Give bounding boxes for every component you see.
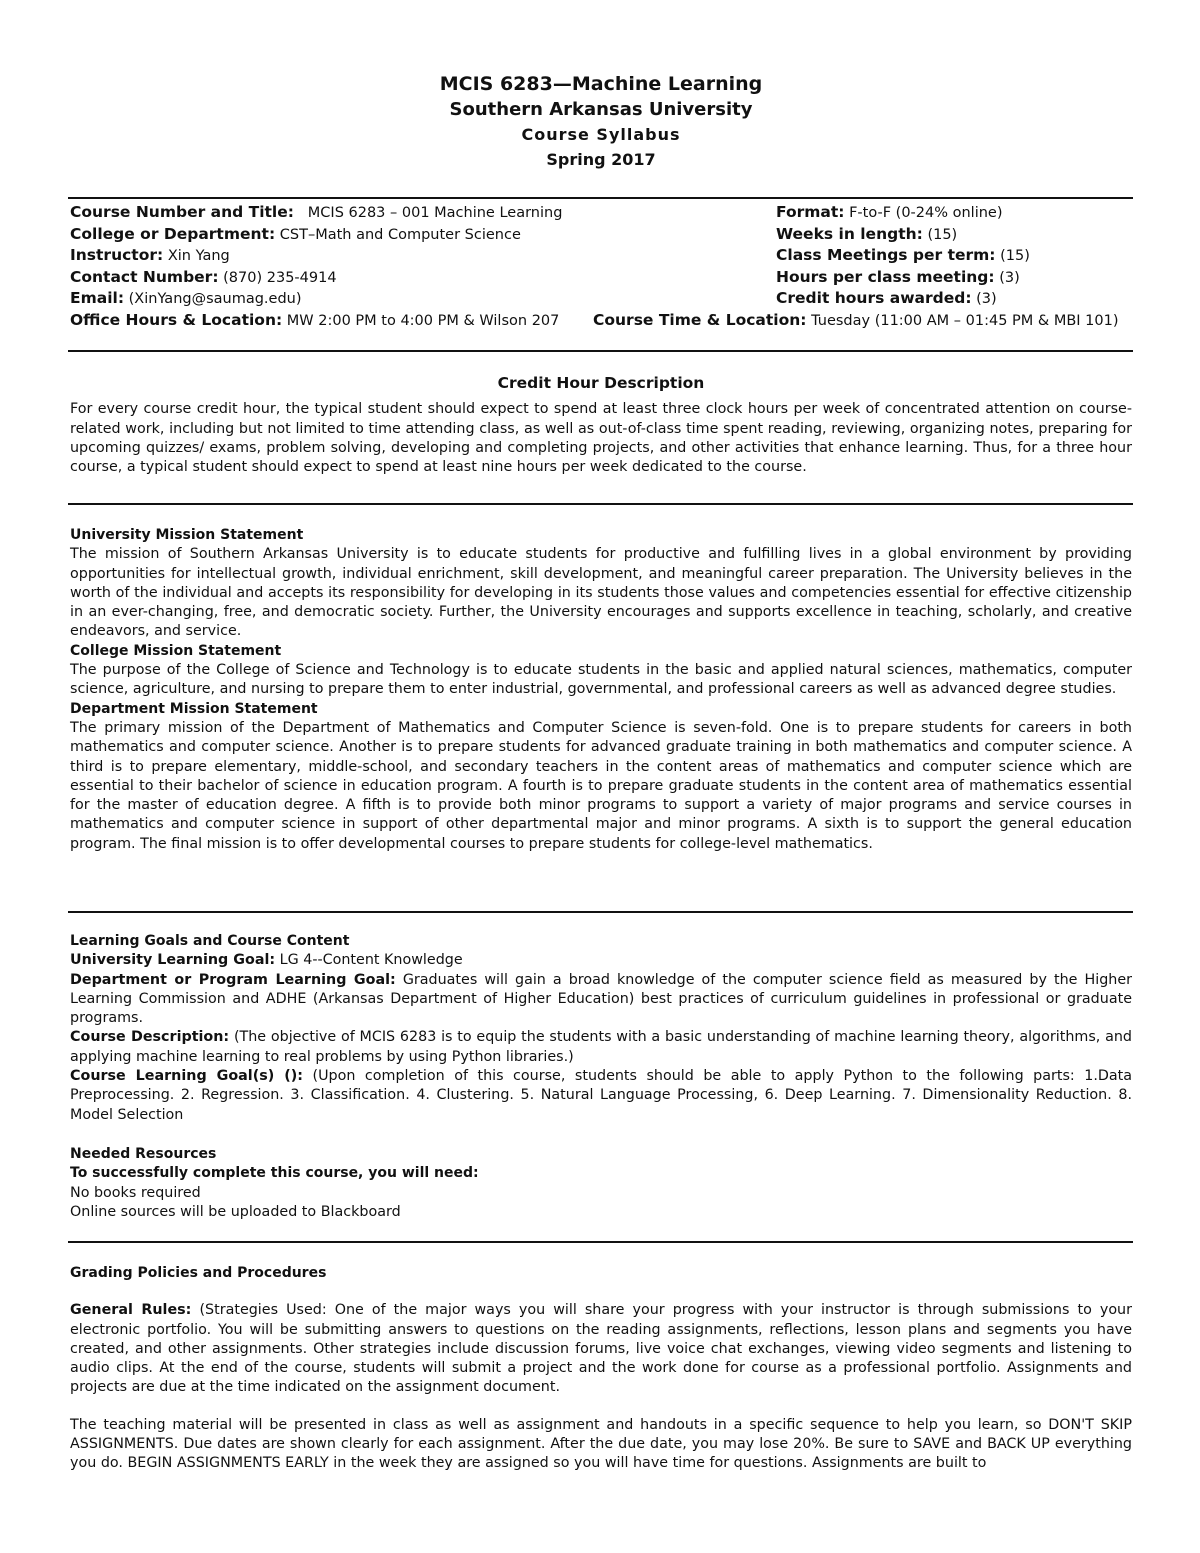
divider [68,503,1133,505]
course-description-value: (The objective of MCIS 6283 is to equip the students with a basic understanding of machine learning theory, algorithms, and applying machine learning to real problems by using Python libraries.) [70,1029,1132,1065]
course-goals-label: Course Learning Goal(s) (): [70,1068,304,1085]
college-label: College or Department: [70,224,276,243]
weeks-label: Weeks in length: [776,224,923,243]
dept-goal-label: Department or Program Learning Goal: [70,971,396,988]
credit-hour-heading: Credit Hour Description [497,374,705,392]
credit-label: Credit hours awarded: [776,289,972,308]
mission-section [70,526,1132,854]
learning-goals-section [70,932,1132,1125]
university-mission-heading: University Mission Statement [70,527,304,543]
weeks-value: (15) [927,226,958,243]
format-value: F-to-F (0-24% online) [849,205,1003,221]
contact-label: Contact Number: [70,267,219,286]
contact-value: (870) 235-4914 [223,269,337,286]
university-mission-text: The mission of Southern Arkansas University is to educate students for productive and fulfilling lives in a global environment by providing opportunities for intellectual growth, individual enrichment, skill development, and meaningful career preparation. The University believes in the worth of the individual and accepts its responsibility for developing in its students those values and competencies essential for effective citizenship in an ever-changing, free, and democratic society. Further, the University encourages and supports excellence in teaching, scholarly, and creative endeavors, and service. [70,546,1132,640]
instructor-label: Instructor: [70,246,164,265]
instructor-value: Xin Yang [167,248,230,265]
office-value: MW 2:00 PM to 4:00 PM & Wilson 207 [286,312,560,329]
divider [68,911,1133,913]
office-label: Office Hours & Location: [70,310,283,329]
hours-value: (3) [999,269,1020,286]
email-label: Email: [70,289,125,308]
meetings-label: Class Meetings per term: [776,246,996,265]
course-number-label: Course Number and Title: [70,203,294,221]
dept-goal-value: Graduates will gain a broad knowledge of the computer science field as measured by the Higher Learning Commission and ADHE (Arkansas Department of Higher Education) best practices of curriculum guidelines in professional or graduate programs. [70,971,1133,1027]
course-info-table [70,202,1132,332]
divider [68,197,1133,199]
teaching-text: The teaching material will be presented in class as well as assignment and handouts in a specific sequence to help you learn, so DON'T SKIP ASSIGNMENTS. Due dates are shown clearly for each assignment. After the due date, you may lose 20%. Be sure to SAVE and BACK UP everything you do. BEGIN ASSIGNMENTS EARLY in the week they are assigned so you will have time for questions. Assignments are built to [70,1416,1132,1472]
resource-item: Online sources will be uploaded to Blackboard [70,1203,401,1220]
document-header [70,72,1132,172]
college-mission-text: The purpose of the College of Science and Technology is to educate students in the basic and applied natural sciences, mathematics, computer science, agriculture, and nursing to prepare them to enter industrial, governmental, and professional careers as well as advanced degree studies. [70,662,1132,698]
department-mission-text: The primary mission of the Department of Mathematics and Computer Science is seven-fold. One is to prepare students for careers in both mathematics and computer science. Another is to prepare students for advanced graduate training in both mathematics and computer science. A third is to prepare elementary, middle-school, and secondary teachers in the content areas of mathematics and computer science which are essential to their bachelor of science in education program. A fourth is to prepare graduate students in the content area of mathematics essential for the master of education degree. A fifth is to provide both minor programs to support a variety of major programs and service courses in mathematics and computer science in support of other departmental major and minor programs. A sixth is to support the general education program. The final mission is to offer developmental courses to prepare students for college-level mathematics. [70,719,1132,852]
document-type: Course Syllabus [521,125,681,144]
credit-hour-section [70,374,1132,477]
learning-goals-heading: Learning Goals and Course Content [70,933,350,949]
meetings-value: (15) [1000,248,1030,265]
course-number-value: MCIS 6283 – 001 Machine Learning [307,205,563,221]
email-value: (XinYang@saumag.edu) [128,291,302,308]
grading-heading: Grading Policies and Procedures [70,1265,327,1281]
department-mission-heading: Department Mission Statement [70,700,318,717]
college-mission-heading: College Mission Statement [70,642,282,659]
semester: Spring 2017 [546,150,656,169]
time-value: Tuesday (11:00 AM – 01:45 PM & MBI 101) [811,312,1119,329]
ulg-value: LG 4--Content Knowledge [279,952,463,969]
course-goals-value: (Upon completion of this course, students should be able to apply Python to the following parts: 1.Data Preprocessing. 2. Regression. 3. Classification. 4. Clustering. 5. Natural Language Processing, 6. Deep Learning. 7. Dimensionality Reduction. 8. Model Selection [70,1068,1132,1123]
time-label: Course Time & Location: [593,310,807,329]
resource-item: No books required [70,1184,201,1201]
divider [68,350,1133,352]
general-rules-value: (Strategies Used: One of the major ways you will share your progress with your instructor is through submissions to your electronic portfolio. You will be submitting answers to questions on the reading assignments, reflections, lesson plans and segments you have created, and other assignments. Other strategies include discussion forums, live voice chat exchanges, viewing video segments and listening to audio clips. At the end of the course, students will submit a project and the work done for course as a professional portfolio. Assignments and projects are due at the time indicated on the assignment document. [70,1302,1132,1396]
grading-section [70,1264,1132,1474]
credit-hour-text: For every course credit hour, the typical student should expect to spend at least three clock hours per week of concentrated attention on course-related work, including but not limited to time attending class, as well as out-of-class time spent reading, reviewing, organizing notes, preparing for upcoming quizzes/ exams, problem solving, developing and completing projects, and other activities that enhance learning. Thus, for a three hour course, a typical student should expect to spend at least nine hours per week dedicated to the course. [70,401,1132,476]
format-label: Format: [776,203,845,221]
credit-value: (3) [976,291,997,308]
resources-subheading: To successfully complete this course, you will need: [70,1165,479,1182]
course-description-label: Course Description: [70,1029,230,1046]
resources-section [70,1145,1132,1222]
university-name: Southern Arkansas University [449,99,753,120]
resources-heading: Needed Resources [70,1146,217,1162]
college-value: CST–Math and Computer Science [279,226,521,243]
ulg-label: University Learning Goal: [70,952,276,969]
hours-label: Hours per class meeting: [776,267,995,286]
general-rules-label: General Rules: [70,1302,192,1319]
course-title: MCIS 6283—Machine Learning [439,73,763,95]
divider [68,1241,1133,1243]
